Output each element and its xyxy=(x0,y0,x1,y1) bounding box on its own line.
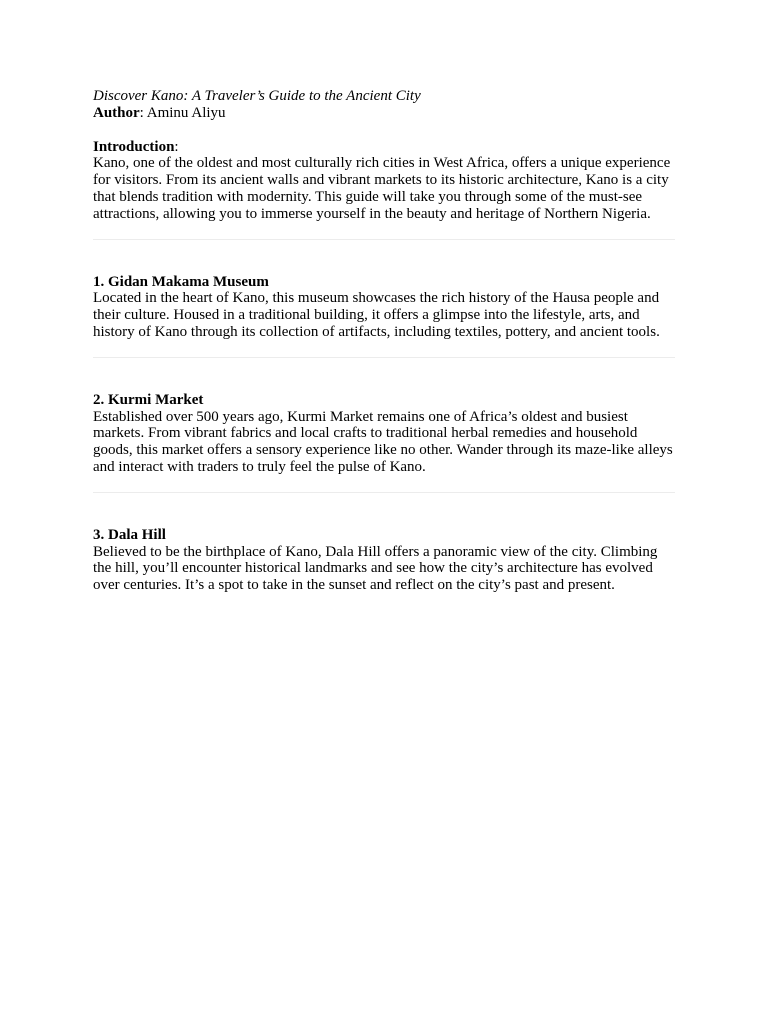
intro-colon: : xyxy=(174,138,179,155)
intro-label: Introduction xyxy=(93,138,175,155)
section-gidan-makama-museum xyxy=(93,274,675,341)
document-page xyxy=(93,88,675,594)
section-divider xyxy=(93,357,675,358)
author-separator: : xyxy=(139,104,147,121)
intro-paragraph: Kano, one of the oldest and most culturally rich cities in West Africa, offers a unique experience for visitors. From its ancient walls and vibrant markets to its historic architecture, Kano is a city that blends tradition with modernity. This guide will take you through some of the must-see attractions, allowing you to immerse yourself in the beauty and heritage of Northern Nigeria. xyxy=(93,155,671,222)
author-name: Aminu Aliyu xyxy=(146,104,226,121)
section-heading: 1. Gidan Makama Museum xyxy=(93,273,269,290)
document-title: Discover Kano: A Traveler’s Guide to the Ancient City xyxy=(93,88,421,104)
author-label: Author xyxy=(93,104,140,121)
section-kurmi-market xyxy=(93,392,675,476)
section-paragraph: Believed to be the birthplace of Kano, Dala Hill offers a panoramic view of the city. Climbing the hill, you’ll encounter historical landmarks and see how the city’s architecture has evolved over centuries. It’s a spot to take in the sunset and reflect on the city’s past and present. xyxy=(93,543,658,594)
section-divider xyxy=(93,239,675,240)
section-paragraph: Located in the heart of Kano, this museum showcases the rich history of the Hausa people and their culture. Housed in a traditional building, it offers a glimpse into the lifestyle, arts, and history of Kano through its collection of artifacts, including textiles, pottery, and ancient tools. xyxy=(93,290,660,340)
section-heading: 3. Dala Hill xyxy=(93,526,166,543)
section-heading: 2. Kurmi Market xyxy=(93,391,204,408)
intro-heading xyxy=(93,139,675,156)
author-line xyxy=(93,105,675,122)
section-divider xyxy=(93,492,675,493)
section-dala-hill xyxy=(93,527,675,594)
section-paragraph: Established over 500 years ago, Kurmi Market remains one of Africa’s oldest and busiest markets. From vibrant fabrics and local crafts to traditional herbal remedies and household goods, this market offers a sensory experience like no other. Wander through its maze-like alleys and interact with traders to truly feel the pulse of Kano. xyxy=(93,408,673,475)
